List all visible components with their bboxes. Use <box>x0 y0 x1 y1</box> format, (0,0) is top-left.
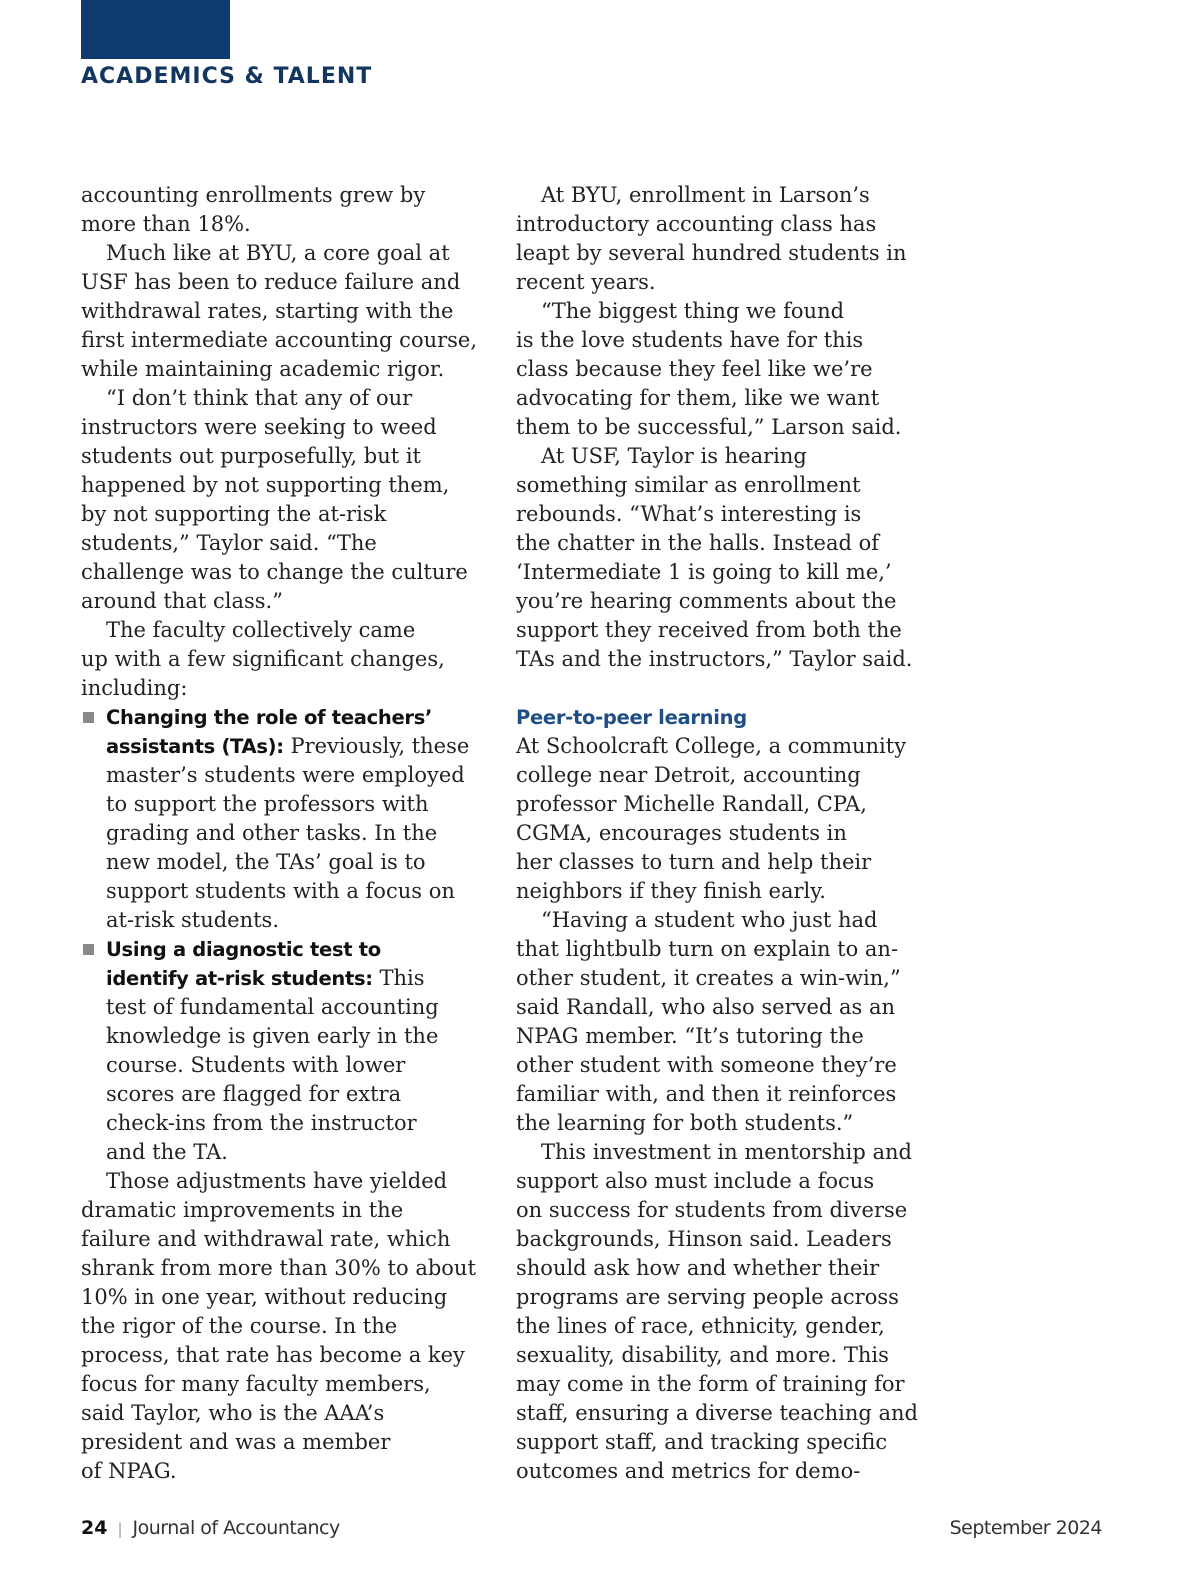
text-line: other student with someone they’re <box>516 1053 897 1077</box>
text-line: at-risk students. <box>106 908 280 932</box>
text-line: 10% in one year, without reducing <box>81 1285 448 1309</box>
text-line: including: <box>81 676 188 700</box>
page-footer <box>81 1517 1102 1539</box>
text-line: sexuality, disability, and more. This <box>516 1343 889 1367</box>
text-line: that lightbulb turn on explain to an- <box>516 937 899 961</box>
text-line: president and was a member <box>81 1430 391 1454</box>
bullet-lead: identify at-risk students: <box>106 967 373 990</box>
publication-name: Journal of Accountancy <box>132 1517 340 1539</box>
paragraph <box>516 181 936 297</box>
text-line: introductory accounting class has <box>516 212 877 236</box>
text-line: staff, ensuring a diverse teaching and <box>516 1401 918 1425</box>
text-line: Those adjustments have yielded <box>106 1169 448 1193</box>
right-column <box>516 181 936 1486</box>
paragraph <box>81 384 501 616</box>
text-line: At BYU, enrollment in Larson’s <box>541 183 870 207</box>
text-line: rebounds. “What’s interesting is <box>516 502 862 526</box>
bullet-lead: assistants (TAs): <box>106 735 284 758</box>
section-subheading: Peer-to-peer learning <box>516 706 747 729</box>
text-line: At Schoolcraft College, a community <box>516 734 907 758</box>
square-bullet-icon <box>83 712 94 723</box>
text-line: college near Detroit, accounting <box>516 763 861 787</box>
text-line: challenge was to change the culture <box>81 560 468 584</box>
text-line: USF has been to reduce failure and <box>81 270 461 294</box>
text-line: should ask how and whether their <box>516 1256 880 1280</box>
text-line: may come in the form of training for <box>516 1372 905 1396</box>
paragraph-gap <box>516 674 936 703</box>
text-line: support students with a focus on <box>106 879 455 903</box>
paragraph <box>81 1167 501 1486</box>
text-line: advocating for them, like we want <box>516 386 880 410</box>
issue-date: September 2024 <box>949 1517 1102 1539</box>
text-line: ‘Intermediate 1 is going to kill me,’ <box>516 560 892 584</box>
text-line: shrank from more than 30% to about <box>81 1256 476 1280</box>
text-line: class because they feel like we’re <box>516 357 873 381</box>
text-line: you’re hearing comments about the <box>516 589 897 613</box>
text-line: by not supporting the at-risk <box>81 502 387 526</box>
bullet-lead: Changing the role of teachers’ <box>106 706 433 729</box>
text-line: outcomes and metrics for demo- <box>516 1459 861 1483</box>
text-line: her classes to turn and help their <box>516 850 872 874</box>
bullet-item <box>81 703 501 935</box>
paragraph <box>81 616 501 703</box>
text-line: around that class.” <box>81 589 283 613</box>
section-label: ACADEMICS & TALENT <box>81 64 373 89</box>
text-line: to support the professors with <box>106 792 429 816</box>
square-bullet-icon <box>83 944 94 955</box>
text-line: recent years. <box>516 270 656 294</box>
paragraph <box>516 1138 936 1486</box>
text-line: the learning for both students.” <box>516 1111 854 1135</box>
text-line: leapt by several hundred students in <box>516 241 907 265</box>
text-line: while maintaining academic rigor. <box>81 357 445 381</box>
text-line: said Taylor, who is the AAA’s <box>81 1401 385 1425</box>
text-line: knowledge is given early in the <box>106 1024 439 1048</box>
text-line: TAs and the instructors,” Taylor said. <box>516 647 913 671</box>
paragraph <box>516 906 936 1138</box>
paragraph <box>516 297 936 442</box>
text-line: At USF, Taylor is hearing <box>541 444 807 468</box>
text-line: familiar with, and then it reinforces <box>516 1082 897 1106</box>
text-line: master’s students were employed <box>106 763 465 787</box>
text-line: failure and withdrawal rate, which <box>81 1227 451 1251</box>
text-line: “Having a student who just had <box>541 908 878 932</box>
text-line: happened by not supporting them, <box>81 473 450 497</box>
footer-separator: | <box>117 1520 123 1538</box>
text-fragment: Previously, these <box>283 734 470 758</box>
text-fragment: This <box>372 966 425 990</box>
bullet-item <box>81 935 501 1167</box>
text-line: neighbors if they finish early. <box>516 879 826 903</box>
text-line: other student, it creates a win-win,” <box>516 966 901 990</box>
header-color-block <box>81 0 230 59</box>
text-line: course. Students with lower <box>106 1053 406 1077</box>
text-line: them to be successful,” Larson said. <box>516 415 902 439</box>
text-line: support staff, and tracking specific <box>516 1430 888 1454</box>
text-line: students out purposefully, but it <box>81 444 421 468</box>
bullet-lead: Using a diagnostic test to <box>106 938 381 961</box>
text-line: “The biggest thing we found <box>541 299 845 323</box>
text-line: new model, the TAs’ goal is to <box>106 850 426 874</box>
text-line: of NPAG. <box>81 1459 177 1483</box>
text-line: NPAG member. “It’s tutoring the <box>516 1024 864 1048</box>
paragraph <box>516 442 936 674</box>
text-line: process, that rate has become a key <box>81 1343 465 1367</box>
text-line: focus for many faculty members, <box>81 1372 431 1396</box>
text-line: more than 18%. <box>81 212 251 236</box>
text-line: The faculty collectively came <box>106 618 416 642</box>
paragraph <box>516 732 936 906</box>
left-column <box>81 181 501 1486</box>
text-line: up with a few significant changes, <box>81 647 445 671</box>
text-line: on success for students from diverse <box>516 1198 908 1222</box>
text-line: test of fundamental accounting <box>106 995 439 1019</box>
text-line: support they received from both the <box>516 618 902 642</box>
text-line: the lines of race, ethnicity, gender, <box>516 1314 885 1338</box>
text-line: the chatter in the halls. Instead of <box>516 531 879 555</box>
text-line: is the love students have for this <box>516 328 864 352</box>
text-line: check-ins from the instructor <box>106 1111 417 1135</box>
text-line: dramatic improvements in the <box>81 1198 404 1222</box>
text-line: “I don’t think that any of our <box>106 386 413 410</box>
text-line: scores are flagged for extra <box>106 1082 402 1106</box>
paragraph <box>81 239 501 384</box>
text-line: first intermediate accounting course, <box>81 328 478 352</box>
text-line: support also must include a focus <box>516 1169 875 1193</box>
text-line: This investment in mentorship and <box>541 1140 912 1164</box>
paragraph <box>81 181 501 239</box>
text-line: backgrounds, Hinson said. Leaders <box>516 1227 892 1251</box>
text-line: professor Michelle Randall, CPA, <box>516 792 867 816</box>
text-line: instructors were seeking to weed <box>81 415 437 439</box>
page-number: 24 <box>81 1517 108 1539</box>
text-line: CGMA, encourages students in <box>516 821 847 845</box>
text-line: programs are serving people across <box>516 1285 899 1309</box>
text-line: grading and other tasks. In the <box>106 821 438 845</box>
text-line: students,” Taylor said. “The <box>81 531 377 555</box>
text-line: withdrawal rates, starting with the <box>81 299 454 323</box>
text-line: and the TA. <box>106 1140 228 1164</box>
text-line: accounting enrollments grew by <box>81 183 426 207</box>
text-line: Much like at BYU, a core goal at <box>106 241 450 265</box>
text-line: the rigor of the course. In the <box>81 1314 398 1338</box>
text-line: something similar as enrollment <box>516 473 861 497</box>
text-line: said Randall, who also served as an <box>516 995 896 1019</box>
